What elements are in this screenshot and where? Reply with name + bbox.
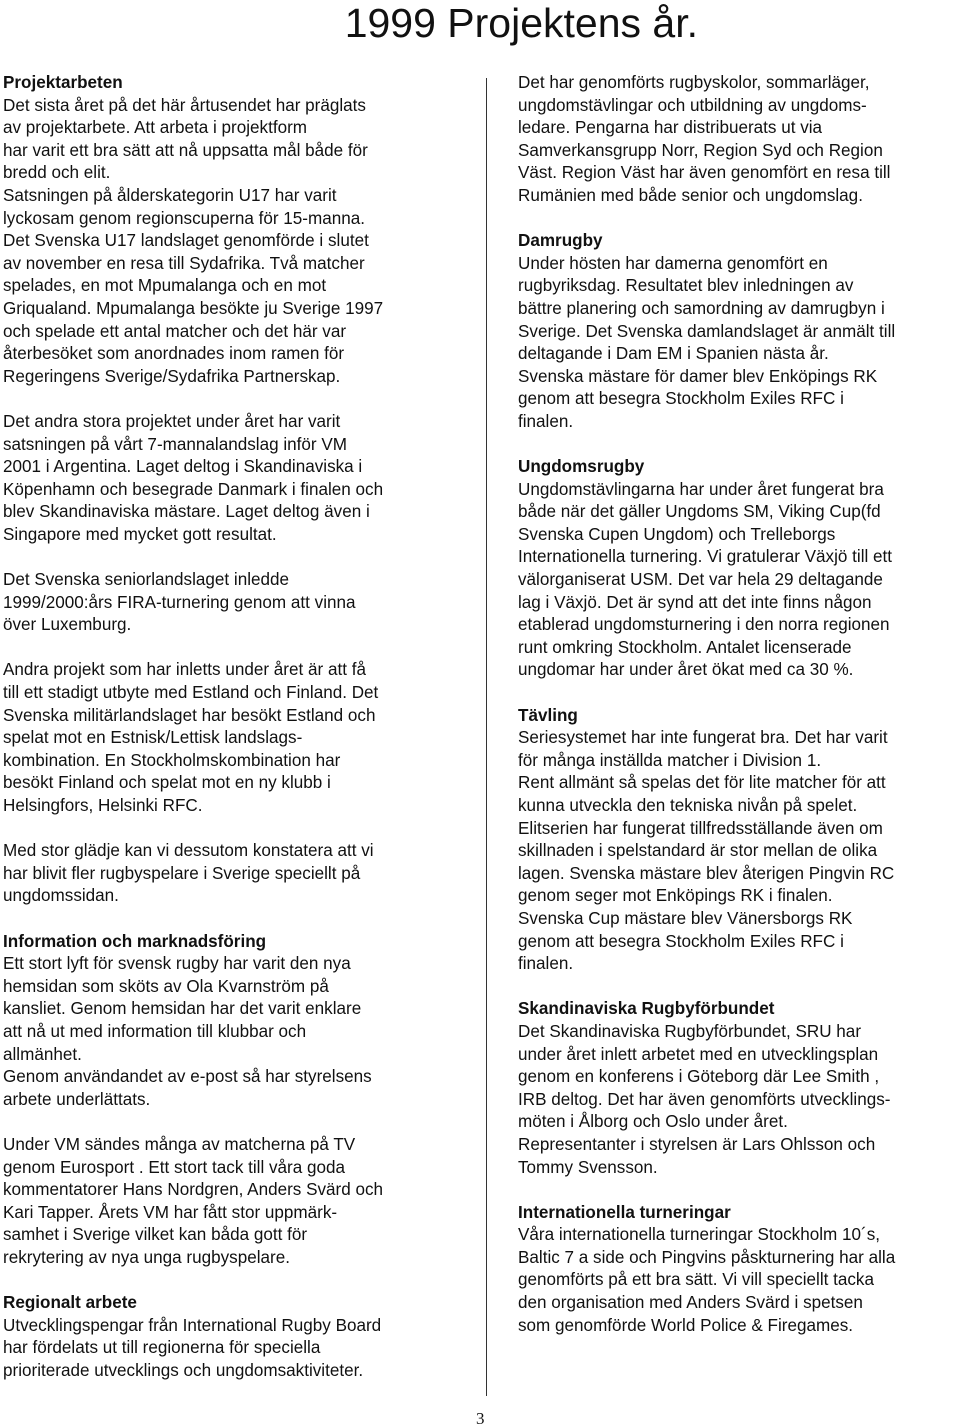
text-line: Det Skandinaviska Rugbyförbundet, SRU har bbox=[518, 1021, 862, 1041]
text-line: Det har genomförts rugbyskolor, sommarläger, bbox=[518, 73, 870, 92]
text-line: genom en konferens i Göteborg där Lee Smith , bbox=[518, 1067, 880, 1087]
section-heading: Information och marknadsföring bbox=[3, 931, 267, 951]
text-line: runt omkring Stockholm. Antalet licenserade bbox=[518, 637, 852, 657]
text-line: Internationella turnering. Vi gratulerar Växjö till ett bbox=[518, 547, 893, 567]
text-line: den organisation med Anders Svärd i spetsen bbox=[518, 1293, 863, 1313]
text-line: ungdomar har under året ökat med ca 30 %. bbox=[518, 660, 854, 680]
text-line: under året inlett arbetet med en utvecklingsplan bbox=[518, 1044, 879, 1064]
paragraph bbox=[3, 1134, 473, 1270]
text-line: Kari Tapper. Årets VM har fått stor uppmärk- bbox=[3, 1202, 338, 1222]
text-line: att nå ut med information till klubbar och bbox=[3, 1021, 307, 1041]
text-line: Regeringens Sverige/Sydafrika Partnerskap. bbox=[3, 366, 341, 386]
text-line: kunna utveckla den tekniska nivån på spelet. bbox=[518, 796, 858, 815]
section-damrugby bbox=[518, 230, 960, 433]
text-line: bättre planering och samordning av damrugbyn i bbox=[518, 298, 885, 318]
text-line: Väst. Region Väst har även genomfört en resa till bbox=[518, 163, 891, 183]
text-line: har blivit fler rugbyspelare i Sverige speciellt på bbox=[3, 863, 361, 883]
text-line: etablerad ungdomsturnering i den norra regionen bbox=[518, 615, 890, 635]
paragraph bbox=[3, 411, 473, 547]
text-line: av projektarbete. Att arbeta i projektform bbox=[3, 118, 308, 138]
text-line: Rent allmänt så spelas det för lite matcher för att bbox=[518, 773, 886, 793]
text-line: samhet i Sverige vilket kan båda gott för bbox=[3, 1225, 308, 1245]
text-line: kombination. En Stockholmskombination har bbox=[3, 750, 341, 770]
text-line: över Luxemburg. bbox=[3, 615, 132, 635]
section-heading: Skandinaviska Rugbyförbundet bbox=[518, 999, 775, 1019]
text-line: spelades, en mot Mpumalanga och en mot bbox=[3, 276, 327, 296]
right-column bbox=[518, 72, 960, 1360]
text-line: allmänhet. bbox=[3, 1044, 82, 1064]
text-line: Seriesystemet har inte fungerat bra. Det har varit bbox=[518, 728, 888, 748]
paragraph bbox=[518, 253, 960, 434]
text-line: Representanter i styrelsen är Lars Ohlsson och bbox=[518, 1134, 876, 1154]
text-line: lyckosam genom regionscuperna för 15-manna. bbox=[3, 208, 366, 228]
section-heading: Ungdomsrugby bbox=[518, 457, 645, 477]
text-line: har varit ett bra sätt att nå uppsatta mål både för bbox=[3, 140, 368, 160]
paragraph bbox=[518, 1224, 960, 1337]
text-line: prioriterade utvecklings och ungdomsaktiviteter. bbox=[3, 1360, 364, 1380]
left-column bbox=[3, 72, 473, 1405]
section-information bbox=[3, 931, 473, 1270]
text-line: Helsingfors, Helsinki RFC. bbox=[3, 796, 203, 815]
text-line: som genomförde World Police & Firegames. bbox=[518, 1315, 854, 1335]
text-line: Ett stort lyft för svensk rugby har varit den nya bbox=[3, 954, 351, 974]
text-line: Våra internationella turneringar Stockholm 10´s, bbox=[518, 1225, 881, 1245]
paragraph bbox=[3, 1315, 473, 1383]
section-heading: Internationella turneringar bbox=[518, 1202, 731, 1222]
column-divider bbox=[486, 78, 487, 1396]
text-line: rugbyriksdag. Resultatet blev inledningen av bbox=[518, 276, 854, 296]
text-line: både när det gäller Ungdoms SM, Viking Cup(fd bbox=[518, 502, 881, 522]
text-line: blev Skandinaviska mästare. Laget deltog även i bbox=[3, 502, 370, 522]
text-line: spelat mot en Estnisk/Lettisk landslags- bbox=[3, 728, 303, 748]
section-internationella bbox=[518, 1202, 960, 1338]
section-projektarbeten bbox=[3, 72, 473, 908]
text-line: Det Svenska U17 landslaget genomförde i slutet bbox=[3, 231, 369, 251]
text-line: finalen. bbox=[518, 954, 574, 974]
text-line: ledare. Pengarna har distribuerats ut via bbox=[518, 118, 823, 138]
text-line: lag i Växjö. Det är synd att det inte finns någon bbox=[518, 592, 872, 612]
text-line: Andra projekt som har inletts under året är att få bbox=[3, 660, 366, 680]
text-line: Köpenhamn och besegrade Danmark i finalen och bbox=[3, 479, 384, 499]
paragraph bbox=[518, 72, 960, 208]
text-line: lagen. Svenska mästare blev återigen Pingvin RC bbox=[518, 863, 895, 883]
text-line: Det andra stora projektet under året har varit bbox=[3, 411, 341, 431]
text-line: genom seger mot Enköpings RK i finalen. bbox=[518, 886, 833, 906]
page-title: 1999 Projektens år. bbox=[344, 0, 698, 46]
paragraph bbox=[3, 95, 473, 389]
text-line: kansliet. Genom hemsidan har det varit enklare bbox=[3, 999, 362, 1019]
section-heading: Damrugby bbox=[518, 231, 603, 251]
text-line: Ungdomstävlingarna har under året fungerat bra bbox=[518, 479, 884, 499]
text-line: hemsidan som sköts av Ola Kvarnström på bbox=[3, 976, 329, 996]
section-intro bbox=[518, 72, 960, 208]
text-line: skillnaden i spelstandard är stor mellan de olika bbox=[518, 841, 878, 861]
text-line: deltagande i Dam EM i Spanien nästa år. bbox=[518, 344, 829, 364]
text-line: Genom användandet av e-post så har styrelsens bbox=[3, 1067, 372, 1087]
text-line: finalen. bbox=[518, 411, 574, 431]
text-line: välorganiserat USM. Det var hela 29 deltagande bbox=[518, 570, 883, 590]
text-line: satsningen på vårt 7-mannalandslag inför VM bbox=[3, 434, 347, 454]
section-tavling bbox=[518, 705, 960, 976]
text-line: besökt Finland och spelat mot en ny klubb i bbox=[3, 773, 331, 793]
text-line: Tommy Svensson. bbox=[518, 1157, 658, 1177]
text-line: Svenska militärlandslaget har besökt Estland och bbox=[3, 705, 376, 725]
text-line: Under VM sändes många av matcherna på TV bbox=[3, 1134, 356, 1154]
text-line: Svenska Cup mästare blev Vänersborgs RK bbox=[518, 908, 853, 928]
text-line: Elitserien har fungerat tillfredsställande även om bbox=[518, 818, 883, 838]
text-line: genom Eurosport . Ett stort tack till våra goda bbox=[3, 1157, 346, 1177]
text-line: ungdomstävlingar och utbildning av ungdoms- bbox=[518, 95, 867, 115]
text-line: Baltic 7 a side och Pingvins påskturnering har alla bbox=[518, 1247, 896, 1267]
paragraph bbox=[518, 479, 960, 682]
text-line: 1999/2000:års FIRA-turnering genom att vinna bbox=[3, 592, 356, 612]
text-line: rekrytering av nya unga rugbyspelare. bbox=[3, 1247, 290, 1267]
text-line: Svenska mästare för damer blev Enköpings RK bbox=[518, 366, 878, 386]
section-regionalt bbox=[3, 1292, 473, 1382]
text-line: bredd och elit. bbox=[3, 163, 111, 183]
text-line: Sverige. Det Svenska damlandslaget är anmält till bbox=[518, 321, 896, 341]
text-line: och spelade ett antal matcher och det här var bbox=[3, 321, 347, 341]
text-line: IRB deltog. Det har även genomförts utvecklings- bbox=[518, 1089, 891, 1109]
paragraph bbox=[3, 953, 473, 1111]
text-line: genom att besegra Stockholm Exiles RFC i bbox=[518, 389, 844, 409]
section-skandinaviska bbox=[518, 998, 960, 1179]
section-heading: Tävling bbox=[518, 705, 578, 725]
text-line: Med stor glädje kan vi dessutom konstatera att vi bbox=[3, 841, 374, 861]
text-line: Det Svenska seniorlandslaget inledde bbox=[3, 570, 290, 590]
text-line: har fördelats ut till regionerna för speciella bbox=[3, 1338, 321, 1358]
text-line: av november en resa till Sydafrika. Två matcher bbox=[3, 253, 365, 273]
text-line: Rumänien med både senior och ungdomslag. bbox=[518, 185, 863, 205]
text-line: Under hösten har damerna genomfört en bbox=[518, 253, 828, 273]
text-line: Svenska Cupen Ungdom) och Trelleborgs bbox=[518, 524, 836, 544]
text-line: kommentatorer Hans Nordgren, Anders Svärd och bbox=[3, 1180, 384, 1200]
text-line: återbesöket som anordnades inom ramen för bbox=[3, 344, 345, 364]
text-line: genomförts på ett bra sätt. Vi vill speciellt tacka bbox=[518, 1270, 874, 1290]
section-heading: Regionalt arbete bbox=[3, 1293, 137, 1313]
paragraph bbox=[3, 659, 473, 817]
section-ungdomsrugby bbox=[518, 456, 960, 682]
text-line: ungdomssidan. bbox=[3, 886, 119, 906]
text-line: Singapore med mycket gott resultat. bbox=[3, 524, 277, 544]
paragraph bbox=[518, 1021, 960, 1179]
text-line: arbete underlättats. bbox=[3, 1089, 151, 1109]
text-line: 2001 i Argentina. Laget deltog i Skandinaviska i bbox=[3, 457, 363, 477]
paragraph bbox=[3, 840, 473, 908]
text-line: Utvecklingspengar från International Rugby Board bbox=[3, 1315, 382, 1335]
text-line: för många inställda matcher i Division 1. bbox=[518, 750, 822, 770]
text-line: Satsningen på ålderskategorin U17 har varit bbox=[3, 185, 337, 205]
section-heading: Projektarbeten bbox=[3, 73, 123, 92]
text-line: Samverkansgrupp Norr, Region Syd och Region bbox=[518, 140, 883, 160]
text-line: genom att besegra Stockholm Exiles RFC i bbox=[518, 931, 844, 951]
paragraph bbox=[3, 569, 473, 637]
text-line: möten i Ålborg och Oslo under året. bbox=[518, 1112, 788, 1132]
text-line: Griqualand. Mpumalanga besökte ju Sverige 1997 bbox=[3, 298, 384, 318]
text-line: Det sista året på det här årtusendet har präglats bbox=[3, 95, 366, 115]
paragraph bbox=[518, 727, 960, 976]
page-number: 3 bbox=[476, 1409, 485, 1428]
text-line: till ett stadigt utbyte med Estland och Finland. Det bbox=[3, 683, 379, 703]
